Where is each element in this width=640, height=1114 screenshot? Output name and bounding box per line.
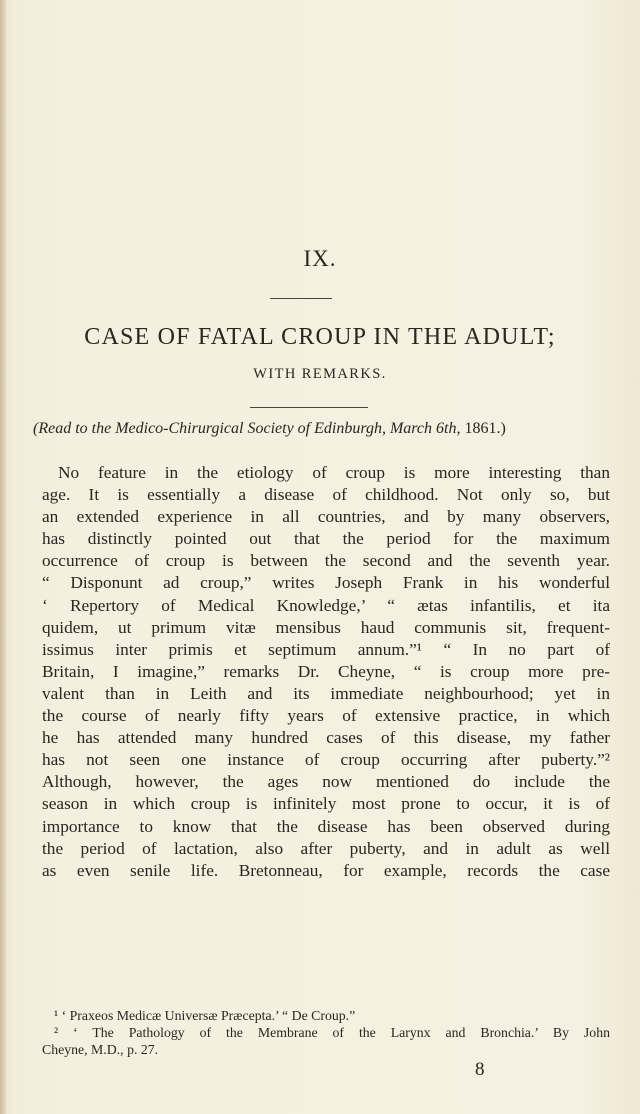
body-line: he has attended many hundred cases of this disease, my father [42, 728, 610, 748]
body-line: importance to know that the disease has been observed during [42, 816, 610, 836]
body-line: Although, however, the ages now mentioned do include the [42, 772, 610, 792]
title-divider-long [250, 407, 368, 408]
chapter-title: CASE OF FATAL CROUP IN THE ADULT; [84, 324, 556, 350]
body-line: Britain, I imagine,” remarks Dr. Cheyne, “ is croup more pre- [42, 661, 610, 681]
body-line: the course of nearly fifty years of extensive practice, in which [42, 706, 610, 726]
book-spine-edge [0, 0, 6, 1114]
body-line: valent than in Leith and its immediate neighbourhood; yet in [42, 683, 610, 703]
footnote-line: Cheyne, M.D., p. 27. [42, 1042, 159, 1057]
body-line: an extended experience in all countries, and by many observers, [42, 507, 610, 527]
chapter-number: IX. [303, 246, 337, 271]
body-line: season in which croup is infinitely most prone to occur, it is of [42, 794, 610, 814]
read-note [33, 420, 593, 438]
body-line: has not seen one instance of croup occurring after puberty.”² [42, 750, 610, 770]
body-line: has distinctly pointed out that the period for the maximum [42, 529, 610, 549]
body-line: occurrence of croup is between the second and the seventh year. [42, 551, 610, 571]
body-line: No feature in the etiology of croup is more interesting than [58, 463, 610, 482]
body-line: ‘ Repertory of Medical Knowledge,’ “ ætas infantilis, et ita [42, 595, 610, 615]
footnote-line: ¹ ‘ Praxeos Medicæ Universæ Præcepta.’ “ De Croup.” [54, 1008, 356, 1023]
body-line: the period of lactation, also after puberty, and in adult as well [42, 838, 610, 858]
body-line: issimus inter primis et septimum annum.”¹ “ In no part of [42, 639, 610, 659]
read-note-year: 1861.) [464, 420, 506, 437]
body-text [42, 462, 610, 882]
body-line: age. It is essentially a disease of childhood. Not only so, but [42, 485, 610, 505]
body-line: “ Disponunt ad croup,” writes Joseph Frank in his wonderful [42, 573, 610, 593]
footnotes [42, 1007, 610, 1058]
title-divider-short [270, 298, 332, 299]
body-line: quidem, ut primum vitæ mensibus haud communis sit, frequent- [42, 617, 610, 637]
signature-mark: 8 [475, 1059, 485, 1080]
chapter-subtitle: WITH REMARKS. [253, 366, 387, 382]
read-note-text: (Read to the Medico-Chirurgical Society of Edinburgh, March 6th, [33, 420, 461, 437]
body-line: as even senile life. Bretonneau, for example, records the case [42, 860, 610, 880]
footnote-line: ² ‘ The Pathology of the Membrane of the Larynx and Bronchia.’ By John [54, 1025, 610, 1040]
